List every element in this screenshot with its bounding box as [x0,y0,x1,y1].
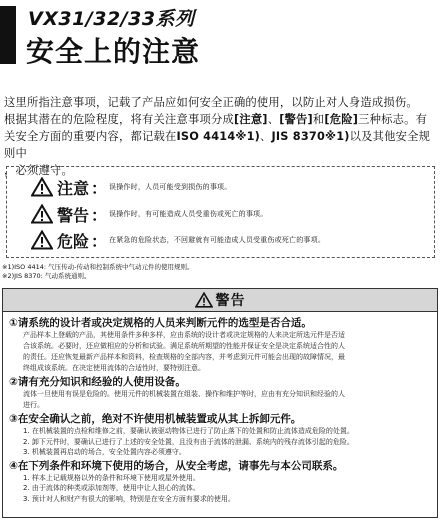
warning-item-line: 3. 预计对人和财产有很大的影响，特别是在安全方面有要求的使用。 [23,494,235,503]
warning-header [3,289,437,312]
footnote: ※1)ISO 4414: 气压传动-传动和控制系统中气动元件的使用规则。 [2,263,194,271]
warning-item [9,459,433,505]
warning-title: 警告 [215,293,246,309]
level-danger: 危险 ： 在紧急的危险状态，不回避就有可能造成人员受重伤或死亡的事项。 [31,228,325,252]
intro-line-3: 关安全方面的重要内容，都记载在ISO 4414※1)、JIS 8370※1)以及其他安全规则中 [4,130,431,160]
warning-item-line: 合该系统。必要时，还应做相应的分析和试验。满足系统所期望的性能并保证安全是决定系统适合性的人 [23,342,345,350]
level-desc: 在紧急的危险状态，不回避就有可能造成人员受重伤或死亡的事项。 [109,236,326,244]
warning-triangle-icon [31,204,53,224]
warning-item-heading: ①请系统的设计者或决定规格的人员来判断元件的选型是否合适。 [9,317,312,329]
warning-item [9,316,433,374]
warning-item [9,375,433,411]
level-name: 注意 [57,178,90,198]
footnotes [2,263,194,281]
page-title: 安全上的注意 [26,35,201,68]
warning-item-line: 2. 由于流体的种类或添加剂等，使用中让人担心的流体。 [23,484,200,492]
level-caution: 注意 ： 误操作时，人员可能受到损伤的事项。 [31,175,231,199]
warning-item-line: 1. 样本上记载规格以外的条件和环境下使用或屋外使用。 [23,473,200,482]
warning-item-line: 2. 卸下元件时，要确认已进行了上述的安全处置，且没有由于流体的泄漏、系统内的残存流体引起的危险。 [23,437,354,446]
intro-line-1: 这里所指注意事项，记载了产品应如何安全正确的使用，以防止对人身造成损伤。 [4,96,418,109]
warning-item-heading: ④在下列条件和环境下使用的场合，从安全考虑，请事先与本公司联系。 [9,459,344,472]
warning-item [9,412,433,458]
footnote: ※2)JIS 8370: 气动系统通则。 [2,272,91,280]
level-name: 警告 [57,205,90,225]
warning-item-line: 流体一旦使用有误是危险的。使用元件的机械装置在组装、操作和维护等时，应由有充分知识和经验的人 [23,390,345,398]
level-desc: 误操作时，有可能造成人员受重伤或死亡的事项。 [109,210,268,218]
hazard-levels-box [6,166,435,258]
warning-item-heading: ②请有充分知识和经验的人使用设备。 [9,376,186,388]
warning-item-line: 1. 在机械装置的点检和维修之前，要确认被驱动物体已进行了防止落下的处置和防止流体造成危险的处置。 [23,427,354,435]
warning-triangle-icon [195,292,213,308]
warning-box [2,288,438,518]
warning-item-line: 产品样本上登载的产品，其使用条件多种多样，应由系统的设计者或决定规格的人来决定所选元件是否适 [23,331,345,339]
warning-item-heading: ③在安全确认之前，绝对不许使用机械装置或从其上拆卸元件。 [9,413,302,425]
level-name: 危险 [57,231,90,251]
header [0,0,441,70]
warning-item-line: 3. 机械装置再启动的场合，安全处置内容必须遵守。 [23,448,186,456]
warning-item-line: 的责任。还应恢复最新产品样本和资料，检查规格的全部内容，并考虑到元件可能会出现的故障情况，最 [23,353,345,361]
warning-triangle-icon [31,230,53,250]
series-name: VX31/32/33系列 [28,8,195,30]
warning-item-line: 终组成该系统。在决定使用流体的合适性时，要特别注意。 [23,364,205,372]
warning-items [9,315,433,504]
intro-line-2: 根据其潜在的危险程度，将有关注意事项分成[注意]、[警告]和[危险]三种标志。有 [4,113,428,126]
warning-item-line: 进行。 [23,401,44,409]
intro-line-4: ，必须遵守。 [4,164,73,177]
header-accent-bar [0,6,16,64]
level-warning: 警告 ： 误操作时，有可能造成人员受重伤或死亡的事项。 [31,202,267,226]
level-desc: 误操作时，人员可能受到损伤的事项。 [109,183,232,191]
warning-triangle-icon [31,177,53,197]
